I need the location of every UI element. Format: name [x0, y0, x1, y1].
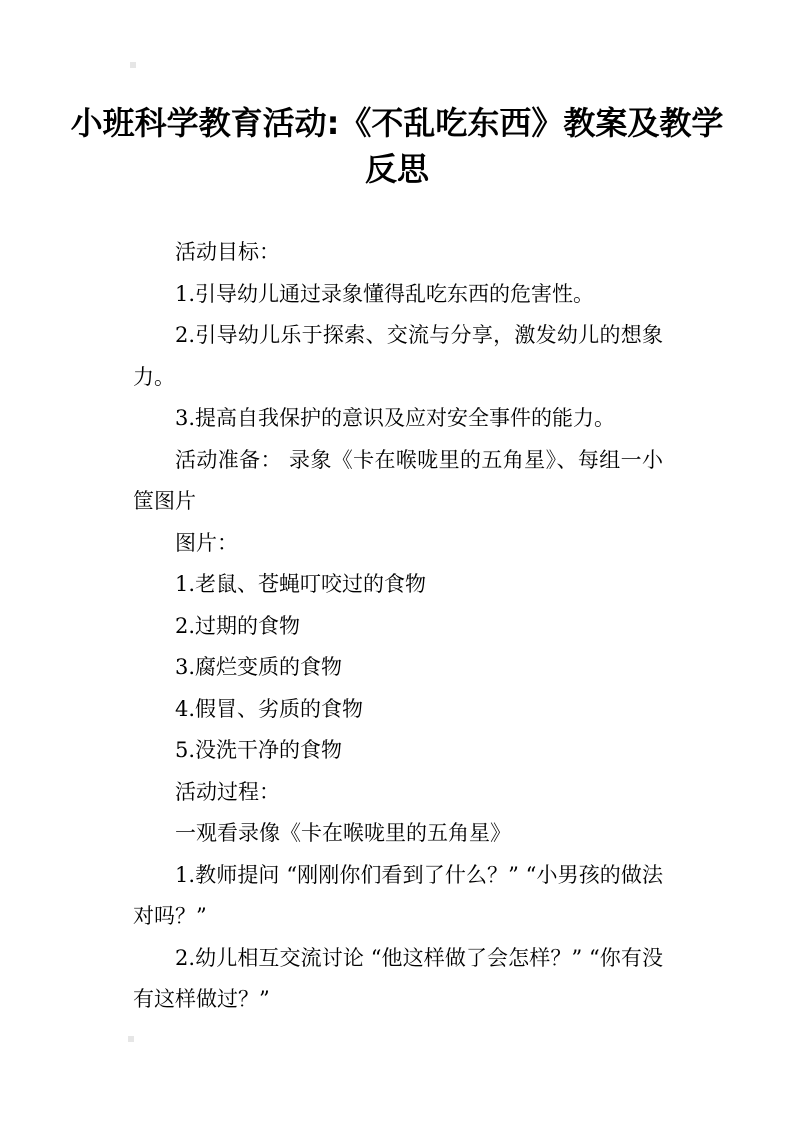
paragraph: 1.教师提问 “刚刚你们看到了什么？” “小男孩的做法对吗？”	[133, 862, 663, 928]
paragraph: 1.引导幼儿通过录象懂得乱吃东西的危害性。	[175, 281, 595, 306]
paragraph: 活动目标：	[175, 240, 280, 264]
paragraph: 4.假冒、劣质的食物	[175, 696, 364, 721]
paragraph: 活动过程：	[175, 779, 280, 804]
paragraph: 3.提高自我保护的意识及应对安全事件的能力。	[175, 406, 616, 430]
scan-mark-top	[130, 62, 136, 68]
paragraph: 2.引导幼儿乐于探索、交流与分享，激发幼儿的想象力。	[133, 323, 663, 389]
paragraph: 2.幼儿相互交流讨论 “他这样做了会怎样？” “你有没有这样做过？”	[133, 945, 663, 1011]
paragraph: 图片：	[175, 530, 238, 555]
paragraph: 3.腐烂变质的食物	[175, 655, 343, 679]
paragraph: 一观看录像《卡在喉咙里的五角星》	[175, 821, 511, 845]
document-body	[133, 232, 663, 1021]
paragraph: 活动准备： 录象《卡在喉咙里的五角星》、每组一小筐图片	[133, 447, 663, 513]
paragraph: 2.过期的食物	[175, 613, 301, 638]
paragraph: 5.没洗干净的食物	[175, 738, 343, 762]
scan-mark-bottom	[128, 1036, 134, 1042]
document-title: 小班科学教育活动:《不乱吃东西》教案及教学反思	[70, 104, 724, 188]
paragraph: 1.老鼠、苍蝇叮咬过的食物	[175, 572, 427, 596]
